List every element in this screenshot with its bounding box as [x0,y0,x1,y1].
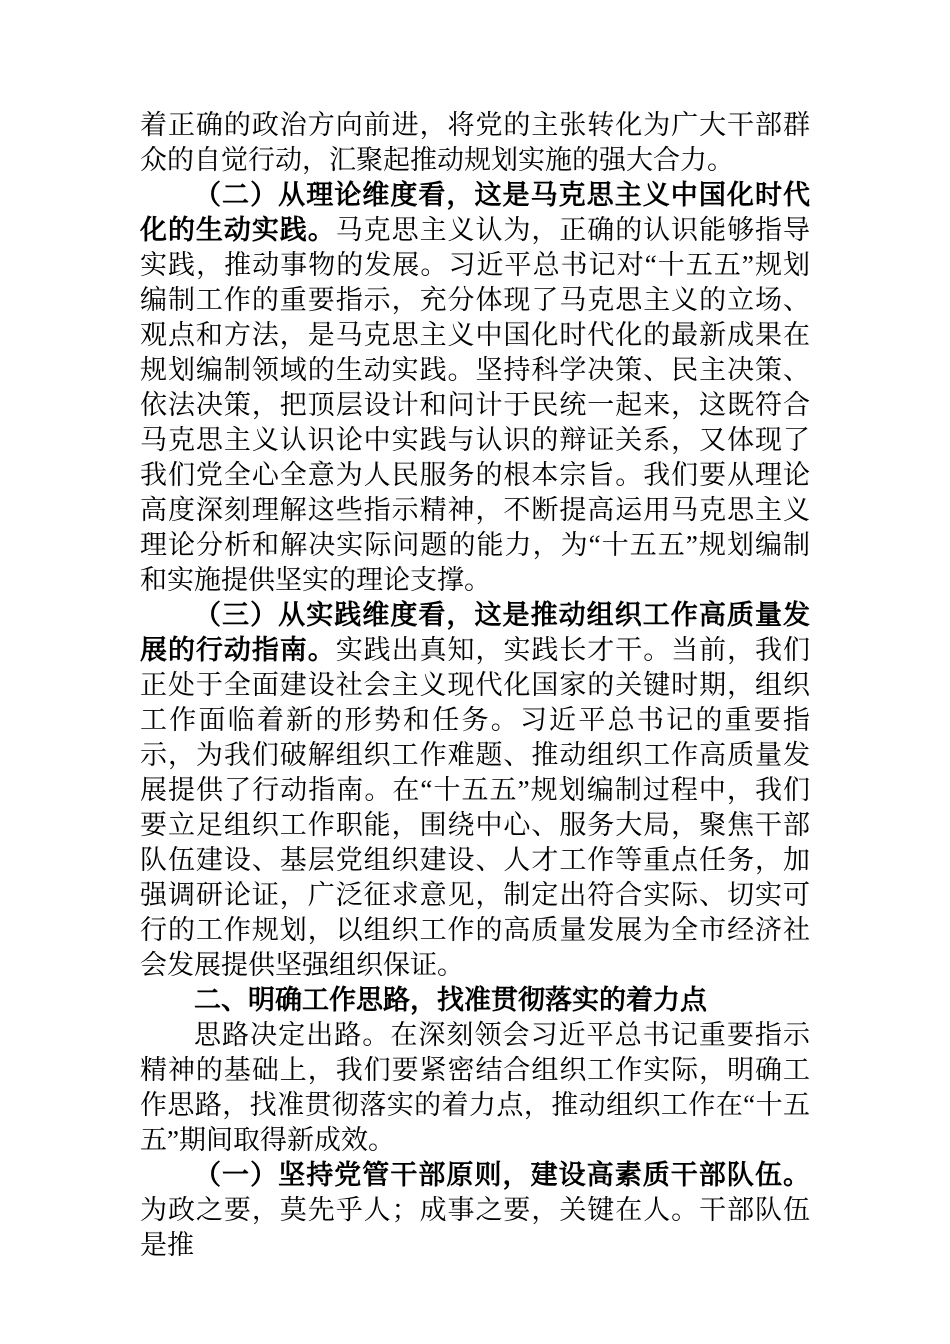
paragraph-text: 马克思主义认为，正确的认识能够指导实践，推动事物的发展。习近平总书记对“十五五”规划编制工作的重要指示，充分体现了马克思主义的立场、观点和方法，是马克思主义中国化时代化的最新成果在规划编制领域的生动实践。坚持科学决策、民主决策、依法决策，把顶层设计和问计于民统一起来，这既符合马克思主义认识论中实践与认识的辩证关系，又体现了我们党全心全意为人民服务的根本宗旨。我们要从理论高度深刻理解这些指示精神，不断提高运用马克思主义理论分析和解决实际问题的能力，为“十五五”规划编制和实施提供坚实的理论支撑。 [140,215,811,595]
paragraph-point-one [140,1158,810,1263]
paragraph-section-intro [140,1018,810,1158]
paragraph-lead: （二）从理论维度看，这是马克思主义中国化时代化的生动实践。 [140,180,810,245]
paragraph-text: 思路决定出路。在深刻领会习近平总书记重要指示精神的基础上，我们要紧密结合组织工作实际，明确工作思路，找准贯彻落实的着力点，推动组织工作在“十五五”期间取得新成效。 [140,1020,810,1155]
paragraph-text: 实践出真知，实践长才干。当前，我们正处于全面建设社会主义现代化国家的关键时期，组织工作面临着新的形势和任务。习近平总书记的重要指示，为我们破解组织工作难题、推动组织工作高质量发展提供了行动指南。在“十五五”规划编制过程中，我们要立足组织工作职能，围绕中心、服务大局，聚焦干部队伍建设、基层党组织建设、人才工作等重点任务，加强调研论证，广泛征求意见，制定出符合实际、切实可行的工作规划，以组织工作的高质量发展为全市经济社会发展提供坚强组织保证。 [140,635,811,980]
paragraph-lead: （三）从实践维度看，这是推动组织工作高质量发展的行动指南。 [140,600,810,665]
paragraph-point-three [140,598,810,983]
paragraph-continuation [140,108,810,178]
paragraph-point-two [140,178,810,598]
paragraph-lead: （一）坚持党管干部原则，建设高素质干部队伍。 [194,1160,810,1190]
section-heading [140,983,810,1018]
section-heading-text: 二、明确工作思路，找准贯彻落实的着力点 [194,985,707,1015]
paragraph-text: 着正确的政治方向前进，将党的主张转化为广大干部群众的自觉行动，汇聚起推动规划实施的强大合力。 [140,110,810,175]
paragraph-text: 为政之要，莫先乎人；成事之要，关键在人。干部队伍是推 [140,1195,810,1260]
